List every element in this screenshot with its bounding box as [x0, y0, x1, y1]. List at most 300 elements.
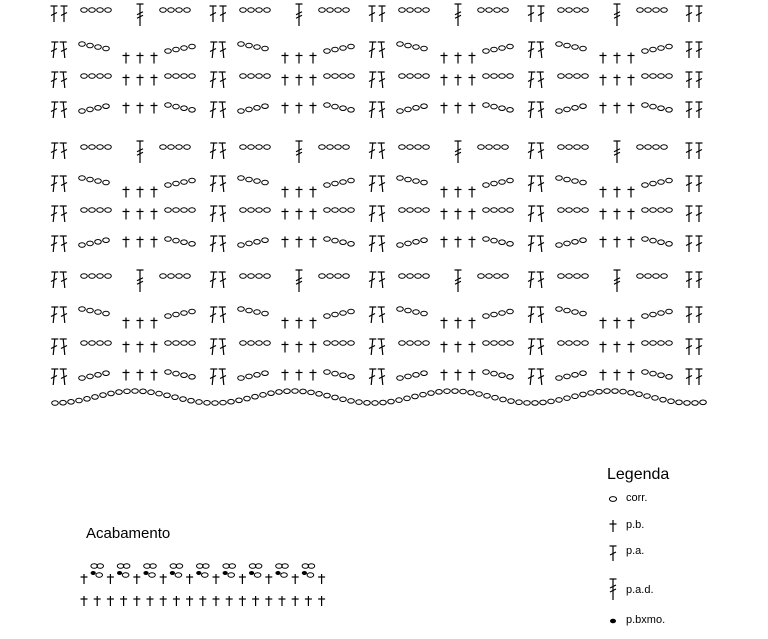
- chain-stitch: [423, 74, 430, 79]
- single-crochet-stitch: [282, 237, 289, 248]
- chain-stitch: [564, 43, 571, 48]
- double-crochet-stitch: [696, 102, 703, 118]
- chain-stitch: [612, 389, 619, 394]
- chain-stitch: [548, 399, 555, 404]
- chain-stitch: [189, 375, 196, 380]
- single-crochet-stitch: [600, 318, 607, 329]
- chain-stitch: [168, 274, 175, 279]
- double-crochet-stitch: [219, 42, 226, 58]
- chain-stitch: [558, 74, 565, 79]
- chain-stitch: [650, 47, 657, 52]
- single-crochet-stitch: [151, 53, 158, 64]
- chain-stitch: [380, 400, 387, 405]
- single-crochet-stitch: [123, 53, 130, 64]
- chain-stitch: [165, 370, 172, 375]
- chain-stitch: [436, 390, 443, 395]
- chain-stitch: [405, 43, 412, 48]
- chain-stitch: [423, 341, 430, 346]
- double-crochet-stitch: [537, 143, 544, 159]
- chain-stitch: [81, 341, 88, 346]
- pattern-row-8: [51, 236, 703, 252]
- chain-stitch: [173, 238, 180, 243]
- double-crochet-stitch: [696, 272, 703, 288]
- chain-stitch: [132, 389, 139, 394]
- chain-stitch: [103, 180, 110, 185]
- chain-stitch: [238, 307, 245, 312]
- double-crochet-stitch: [369, 307, 376, 323]
- single-crochet-stitch: [614, 187, 621, 198]
- treble-crochet-stitch: [455, 4, 462, 26]
- chain-stitch: [97, 208, 104, 213]
- chain-stitch: [483, 183, 490, 188]
- chain-stitch: [558, 208, 565, 213]
- chain-stitch: [89, 74, 96, 79]
- single-crochet-stitch: [600, 103, 607, 114]
- treble-crochet-stitch: [296, 141, 303, 163]
- chain-stitch: [103, 371, 110, 376]
- single-crochet-stitch: [600, 342, 607, 353]
- double-crochet-stitch: [686, 42, 693, 58]
- single-crochet-stitch: [600, 237, 607, 248]
- double-crochet-stitch: [686, 143, 693, 159]
- chain-stitch: [268, 391, 275, 396]
- slip-stitch: [117, 571, 122, 575]
- legend-item-double-crochet: [607, 543, 727, 561]
- chain-stitch: [284, 389, 291, 394]
- chain-stitch: [642, 341, 649, 346]
- double-crochet-stitch: [51, 206, 58, 222]
- finishing-swatch: [81, 564, 326, 606]
- chain-stitch: [491, 312, 498, 317]
- chain-stitch: [650, 181, 657, 186]
- double-crochet-stitch: [537, 339, 544, 355]
- double-crochet-stitch: [696, 369, 703, 385]
- double-crochet-stitch: [537, 206, 544, 222]
- double-crochet-stitch: [528, 143, 535, 159]
- chain-stitch: [335, 274, 342, 279]
- single-crochet-stitch: [441, 209, 448, 220]
- chain-stitch: [574, 274, 581, 279]
- chain-stitch: [661, 145, 668, 150]
- single-crochet-stitch: [107, 574, 114, 584]
- chain-stitch: [165, 208, 172, 213]
- chain-stitch: [494, 8, 501, 13]
- single-crochet-stitch: [455, 370, 462, 381]
- slip-stitch: [275, 571, 280, 575]
- double-crochet-stitch: [378, 176, 385, 192]
- chain-stitch: [637, 8, 644, 13]
- single-crochet-stitch: [469, 342, 476, 353]
- chain-stitch: [582, 341, 589, 346]
- single-crochet-stitch: [310, 103, 317, 114]
- double-crochet-stitch: [60, 72, 67, 88]
- chain-stitch: [658, 74, 665, 79]
- chain-stitch: [507, 74, 514, 79]
- chain-stitch: [332, 371, 339, 376]
- single-crochet-stitch: [282, 103, 289, 114]
- double-crochet-stitch: [369, 272, 376, 288]
- double-crochet-stitch: [537, 307, 544, 323]
- pattern-row-11: [51, 339, 703, 355]
- chain-stitch: [399, 145, 406, 150]
- double-crochet-stitch: [60, 272, 67, 288]
- chain-stitch: [620, 389, 627, 394]
- chain-stitch: [343, 8, 350, 13]
- chain-stitch: [238, 109, 245, 114]
- chain-stitch: [189, 108, 196, 113]
- chain-stitch: [319, 274, 326, 279]
- chain-stitch: [486, 145, 493, 150]
- chain-stitch: [262, 46, 269, 51]
- treble-crochet-stitch: [455, 141, 462, 163]
- chain-stitch: [248, 341, 255, 346]
- double-crochet-stitch: [51, 72, 58, 88]
- single-crochet-stitch: [614, 53, 621, 64]
- single-crochet-stitch: [614, 103, 621, 114]
- chain-stitch: [100, 393, 107, 398]
- chain-stitch: [566, 341, 573, 346]
- legend-item-chain: [607, 490, 727, 508]
- legend-label-treble-crochet: p.a.d.: [626, 584, 654, 596]
- chain-stitch: [566, 145, 573, 150]
- single-crochet-stitch: [265, 574, 272, 584]
- chain-stitch: [399, 74, 406, 79]
- single-crochet-stitch: [628, 75, 635, 86]
- chain-stitch: [650, 104, 657, 109]
- legend-title: Legenda: [607, 466, 670, 483]
- double-crochet-stitch: [210, 272, 217, 288]
- chain-stitch: [658, 341, 665, 346]
- chain-stitch: [397, 243, 404, 248]
- chain-stitch: [645, 8, 652, 13]
- chain-stitch: [81, 145, 88, 150]
- single-crochet-stitch: [455, 103, 462, 114]
- chain-stitch: [103, 46, 110, 51]
- chain-stitch: [499, 106, 506, 111]
- legend-label-chain: corr.: [626, 492, 648, 504]
- chain-stitch: [642, 314, 649, 319]
- double-crochet-stitch: [219, 369, 226, 385]
- chain-stitch: [248, 74, 255, 79]
- chain-stitch: [343, 145, 350, 150]
- chain-stitch: [483, 237, 490, 242]
- chain-stitch: [556, 398, 563, 403]
- double-crochet-stitch: [60, 143, 67, 159]
- chain-stitch: [105, 74, 112, 79]
- chain-stitch: [413, 373, 420, 378]
- chain-stitch: [650, 312, 657, 317]
- double-crochet-stitch: [537, 102, 544, 118]
- double-crochet-stitch: [686, 272, 693, 288]
- chain-stitch: [324, 341, 331, 346]
- double-crochet-stitch: [378, 236, 385, 252]
- chain-stitch: [316, 391, 323, 396]
- single-crochet-stitch: [628, 187, 635, 198]
- slip-stitch: [91, 571, 96, 575]
- chain-stitch: [684, 401, 691, 406]
- chain-stitch: [327, 8, 334, 13]
- chain-stitch: [397, 42, 404, 47]
- double-crochet-stitch: [210, 72, 217, 88]
- double-crochet-stitch: [51, 143, 58, 159]
- chain-stitch: [413, 310, 420, 315]
- single-crochet-stitch: [186, 596, 193, 606]
- single-crochet-stitch: [94, 596, 101, 606]
- single-crochet-stitch: [213, 574, 220, 584]
- single-crochet-stitch: [282, 342, 289, 353]
- pattern-row-10: [51, 307, 703, 329]
- single-crochet-stitch: [600, 370, 607, 381]
- double-crochet-stitch: [210, 206, 217, 222]
- chain-stitch: [340, 397, 347, 402]
- double-crochet-stitch: [686, 102, 693, 118]
- chain-stitch: [666, 74, 673, 79]
- double-crochet-stitch: [60, 206, 67, 222]
- chain-stitch: [582, 274, 589, 279]
- double-crochet-stitch: [369, 369, 376, 385]
- chain-stitch: [97, 8, 104, 13]
- double-crochet-stitch: [369, 102, 376, 118]
- chain-stitch: [507, 44, 514, 49]
- chain-stitch: [556, 376, 563, 381]
- chain-stitch: [168, 8, 175, 13]
- double-crochet-stitch: [378, 42, 385, 58]
- chain-stitch: [335, 145, 342, 150]
- chain-stitch: [238, 42, 245, 47]
- single-crochet-stitch: [469, 318, 476, 329]
- chain-stitch: [499, 74, 506, 79]
- double-crochet-stitch: [51, 176, 58, 192]
- single-crochet-stitch: [455, 53, 462, 64]
- single-crochet-stitch: [318, 596, 325, 606]
- chain-stitch: [181, 106, 188, 111]
- single-crochet-stitch: [292, 596, 299, 606]
- chain-stitch: [666, 44, 673, 49]
- chain-stitch: [52, 401, 59, 406]
- chain-stitch: [468, 390, 475, 395]
- chain-stitch: [412, 394, 419, 399]
- chain-stitch: [494, 145, 501, 150]
- double-crochet-stitch: [538, 6, 545, 22]
- double-crochet-stitch: [60, 369, 67, 385]
- chain-stitch: [165, 314, 172, 319]
- chain-stitch: [176, 274, 183, 279]
- chain-stitch: [452, 389, 459, 394]
- chain-stitch: [478, 8, 485, 13]
- double-crochet-stitch: [219, 339, 226, 355]
- single-crochet-stitch: [123, 370, 130, 381]
- chain-stitch: [661, 8, 668, 13]
- chain-stitch: [254, 240, 261, 245]
- chain-stitch: [240, 341, 247, 346]
- chain-stitch: [189, 44, 196, 49]
- chain-stitch: [644, 394, 651, 399]
- chain-stitch: [645, 145, 652, 150]
- chain-stitch: [340, 106, 347, 111]
- chain-stitch: [189, 242, 196, 247]
- chain-stitch: [212, 401, 219, 406]
- single-crochet-stitch: [628, 237, 635, 248]
- double-crochet-stitch: [219, 143, 226, 159]
- double-crochet-stitch: [537, 42, 544, 58]
- chain-stitch: [658, 311, 665, 316]
- single-crochet-stitch: [296, 75, 303, 86]
- chain-stitch: [79, 307, 86, 312]
- chain-stitch: [246, 177, 253, 182]
- chain-stitch: [248, 145, 255, 150]
- double-crochet-stitch: [528, 6, 535, 22]
- chain-stitch: [348, 341, 355, 346]
- single-crochet-stitch: [318, 574, 325, 584]
- chain-stitch: [668, 399, 675, 404]
- chain-stitch: [499, 180, 506, 185]
- double-crochet-stitch: [369, 176, 376, 192]
- chain-stitch: [653, 274, 660, 279]
- chain-stitch: [95, 179, 102, 184]
- treble-crochet-stitch: [614, 4, 621, 26]
- chain-stitch: [421, 311, 428, 316]
- chain-stitch: [340, 46, 347, 51]
- chain-stitch: [246, 241, 253, 246]
- single-crochet-stitch: [310, 75, 317, 86]
- chain-stitch: [180, 397, 187, 402]
- single-crochet-stitch: [199, 596, 206, 606]
- single-crochet-stitch: [137, 75, 144, 86]
- chain-stitch: [572, 394, 579, 399]
- chain-stitch: [580, 371, 587, 376]
- double-crochet-stitch: [528, 236, 535, 252]
- chain-stitch: [483, 74, 490, 79]
- double-crochet-stitch: [379, 6, 386, 22]
- chain-stitch: [248, 8, 255, 13]
- chain-stitch: [149, 573, 156, 578]
- single-crochet-stitch: [441, 237, 448, 248]
- double-crochet-stitch: [210, 176, 217, 192]
- chain-stitch: [650, 341, 657, 346]
- chain-stitch: [165, 103, 172, 108]
- pattern-row-12: [51, 369, 703, 385]
- chain-stitch: [281, 573, 288, 578]
- slip-stitch-icon: [607, 612, 623, 630]
- single-crochet-stitch: [310, 342, 317, 353]
- chain-stitch: [645, 274, 652, 279]
- chain-stitch: [79, 176, 86, 181]
- single-crochet-stitch: [186, 574, 193, 584]
- chain-stitch: [156, 391, 163, 396]
- chain-stitch: [248, 274, 255, 279]
- single-crochet-stitch: [123, 342, 130, 353]
- chain-stitch: [413, 240, 420, 245]
- chain-stitch: [421, 238, 428, 243]
- chain-stitch: [79, 376, 86, 381]
- chain-stitch: [184, 145, 191, 150]
- double-crochet-stitch: [378, 339, 385, 355]
- chain-stitch: [343, 274, 350, 279]
- pattern-row-3: [51, 72, 703, 88]
- chain-stitch: [558, 274, 565, 279]
- chain-stitch: [105, 341, 112, 346]
- chain-stitch: [642, 49, 649, 54]
- chain-stitch: [460, 389, 467, 394]
- chain-stitch: [332, 47, 339, 52]
- single-crochet-stitch: [137, 370, 144, 381]
- chain-stitch: [165, 341, 172, 346]
- single-crochet-stitch: [614, 209, 621, 220]
- chain-stitch: [564, 241, 571, 246]
- chain-stitch: [264, 341, 271, 346]
- chain-stitch: [588, 391, 595, 396]
- chain-stitch: [486, 8, 493, 13]
- finishing-title: Acabamento: [86, 525, 171, 542]
- chain-stitch: [658, 46, 665, 51]
- double-crochet-stitch: [686, 236, 693, 252]
- double-crochet-stitch: [51, 272, 58, 288]
- chain-stitch: [653, 8, 660, 13]
- chain-stitch: [256, 208, 263, 213]
- chain-stitch: [173, 312, 180, 317]
- chain-stitch: [140, 389, 147, 394]
- chain-stitch: [324, 74, 331, 79]
- chain-stitch: [87, 177, 94, 182]
- single-crochet-stitch: [441, 318, 448, 329]
- treble-crochet-stitch: [296, 4, 303, 26]
- chain-stitch: [642, 183, 649, 188]
- double-crochet-stitch: [60, 307, 67, 323]
- chain-stitch: [228, 573, 235, 578]
- chain-stitch: [103, 311, 110, 316]
- chain-stitch: [396, 398, 403, 403]
- double-crochet-stitch: [60, 102, 67, 118]
- chain-stitch: [262, 311, 269, 316]
- chain-stitch: [364, 401, 371, 406]
- double-crochet-stitch: [210, 6, 217, 22]
- double-crochet-stitch: [696, 236, 703, 252]
- chain-stitch: [238, 376, 245, 381]
- chain-stitch: [566, 208, 573, 213]
- chain-stitch: [256, 74, 263, 79]
- chain-stitch: [324, 314, 331, 319]
- chain-stitch: [642, 208, 649, 213]
- chain-stitch: [476, 392, 483, 397]
- double-crochet-stitch: [686, 72, 693, 88]
- chain-stitch: [87, 241, 94, 246]
- chain-stitch: [176, 8, 183, 13]
- single-crochet-stitch: [296, 187, 303, 198]
- double-crochet-stitch: [696, 307, 703, 323]
- double-crochet-stitch: [369, 339, 376, 355]
- chain-stitch: [256, 274, 263, 279]
- chain-stitch: [340, 240, 347, 245]
- chain-stitch: [165, 237, 172, 242]
- single-crochet-stitch: [310, 370, 317, 381]
- chain-stitch: [189, 178, 196, 183]
- chain-stitch: [348, 399, 355, 404]
- chain-stitch: [420, 392, 427, 397]
- chain-stitch: [276, 390, 283, 395]
- single-crochet-stitch: [455, 237, 462, 248]
- chain-stitch: [95, 310, 102, 315]
- chain-stitch: [79, 109, 86, 114]
- chain-stitch: [116, 390, 123, 395]
- single-crochet-stitch: [151, 342, 158, 353]
- chain-stitch: [246, 308, 253, 313]
- chain-stitch: [564, 396, 571, 401]
- chain-stitch: [413, 106, 420, 111]
- single-crochet-stitch: [469, 75, 476, 86]
- chain-stitch: [700, 400, 707, 405]
- single-crochet-stitch: [310, 318, 317, 329]
- single-crochet-stitch: [81, 596, 88, 606]
